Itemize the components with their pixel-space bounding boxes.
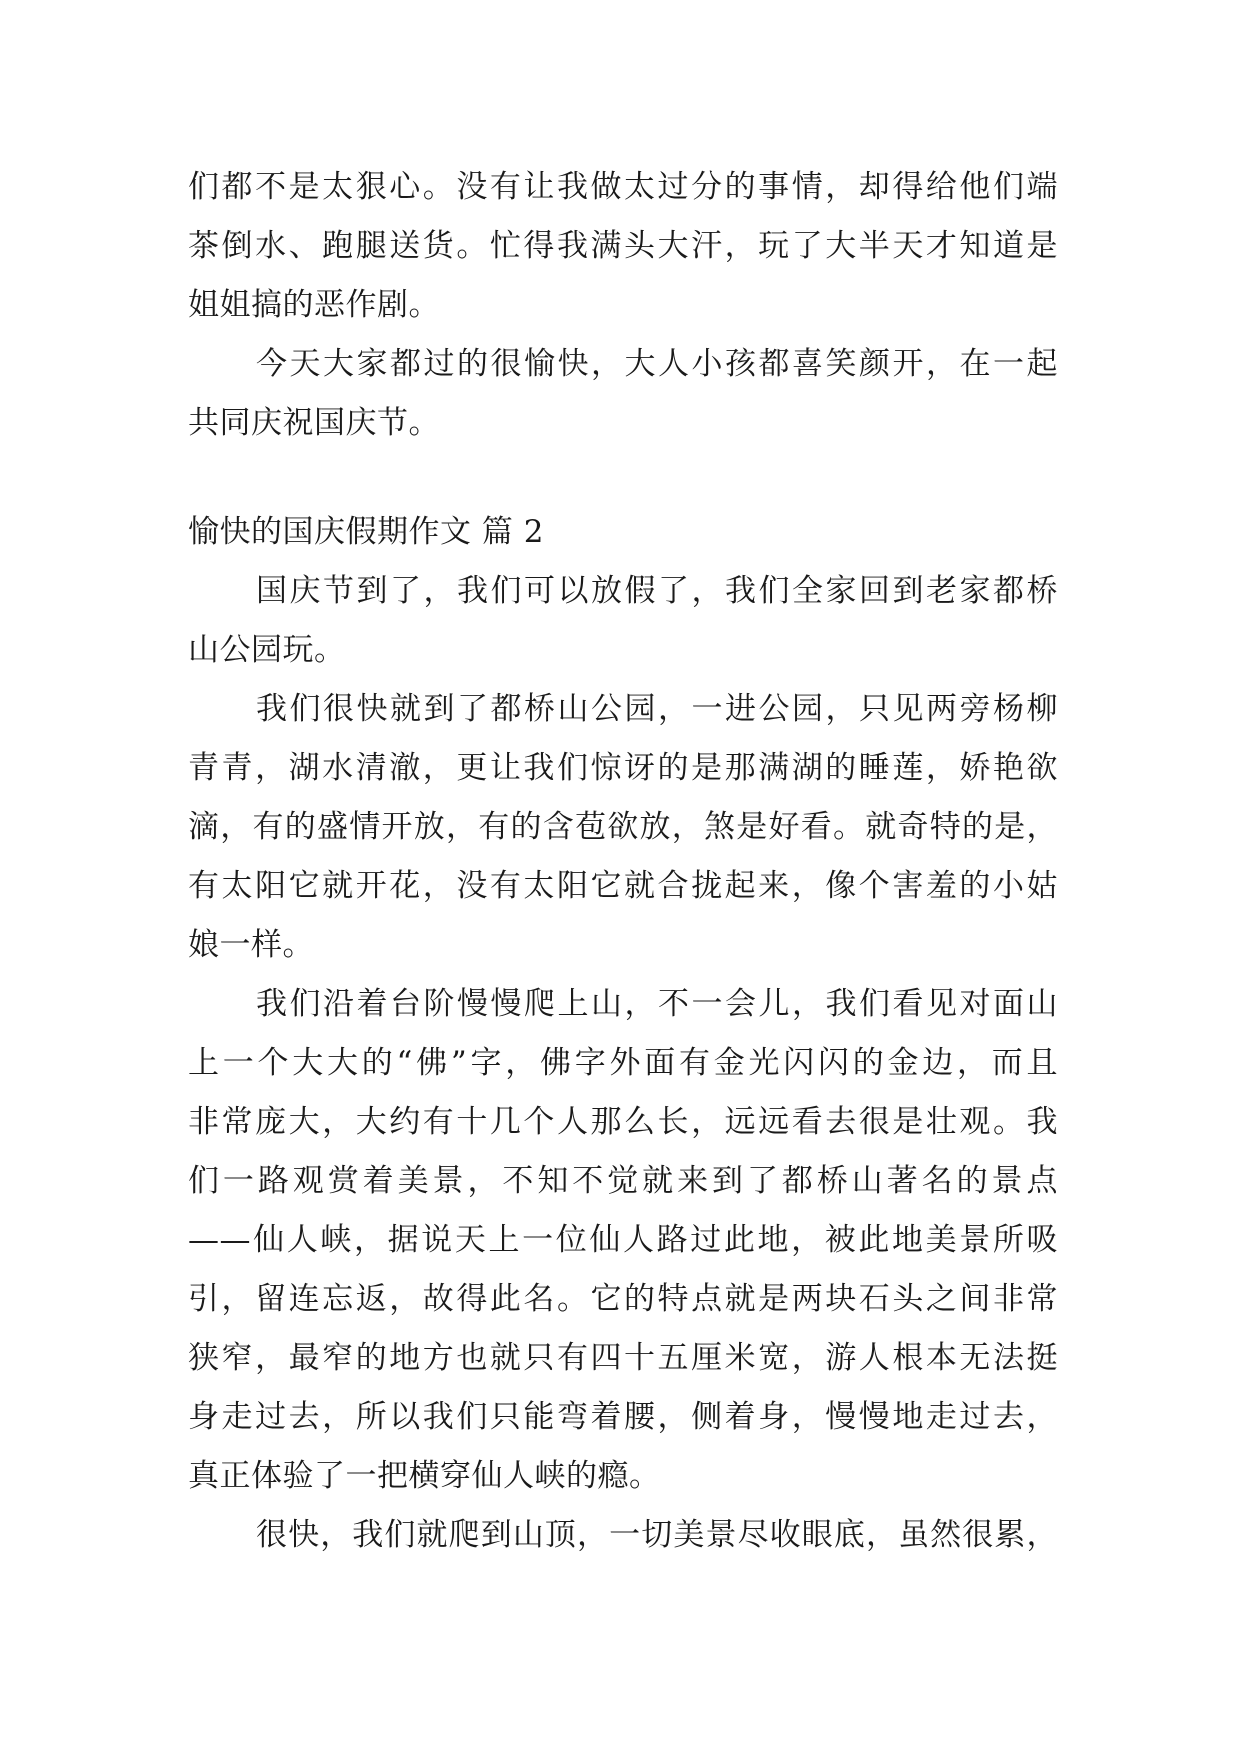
text-line: 国庆节到了，我们可以放假了，我们全家回到老家都桥 xyxy=(256,573,1058,609)
document-body xyxy=(188,158,1058,1565)
paragraph xyxy=(188,335,1058,453)
text-line: 青青，湖水清澈，更让我们惊讶的是那满湖的睡莲，娇艳欲 xyxy=(188,750,1058,786)
text-line: 共同庆祝国庆节。 xyxy=(188,405,440,441)
text-line: 上一个大大的“佛”字，佛字外面有金光闪闪的金边，而且 xyxy=(188,1045,1058,1081)
text-line: 们一路观赏着美景，不知不觉就来到了都桥山著名的景点 xyxy=(188,1163,1058,1199)
paragraph xyxy=(188,975,1058,1506)
text-line: 们都不是太狠心。没有让我做太过分的事情，却得给他们端 xyxy=(188,169,1058,205)
text-line: 真正体验了一把横穿仙人峡的瘾。 xyxy=(188,1458,661,1494)
text-line: 姐姐搞的恶作剧。 xyxy=(188,287,440,323)
text-line: 狭窄，最窄的地方也就只有四十五厘米宽，游人根本无法挺 xyxy=(188,1340,1058,1376)
text-line: 茶倒水、跑腿送货。忙得我满头大汗，玩了大半天才知道是 xyxy=(188,228,1058,264)
paragraph xyxy=(188,562,1058,680)
heading-text: 愉快的国庆假期作文 篇 2 xyxy=(188,514,544,550)
text-line: 非常庞大，大约有十几个人那么长，远远看去很是壮观。我 xyxy=(188,1104,1058,1140)
text-line: 我们很快就到了都桥山公园，一进公园，只见两旁杨柳 xyxy=(256,691,1058,727)
section-gap xyxy=(188,453,1058,503)
section-heading xyxy=(188,503,1058,562)
text-line: 有太阳它就开花，没有太阳它就合拢起来，像个害羞的小姑 xyxy=(188,868,1058,904)
text-line: 娘一样。 xyxy=(188,927,314,963)
text-line: 今天大家都过的很愉快，大人小孩都喜笑颜开，在一起 xyxy=(256,346,1058,382)
text-line: 很快，我们就爬到山顶，一切美景尽收眼底，虽然很累， xyxy=(256,1517,1058,1553)
text-line: ——仙人峡，据说天上一位仙人路过此地，被此地美景所吸 xyxy=(188,1222,1058,1258)
paragraph xyxy=(188,680,1058,975)
text-line: 山公园玩。 xyxy=(188,632,346,668)
text-line: 引，留连忘返，故得此名。它的特点就是两块石头之间非常 xyxy=(188,1281,1058,1317)
paragraph xyxy=(188,1506,1058,1565)
paragraph xyxy=(188,158,1058,335)
text-line: 身走过去，所以我们只能弯着腰，侧着身，慢慢地走过去， xyxy=(188,1399,1058,1435)
text-line: 滴，有的盛情开放，有的含苞欲放，煞是好看。就奇特的是， xyxy=(188,809,1058,845)
text-line: 我们沿着台阶慢慢爬上山，不一会儿，我们看见对面山 xyxy=(256,986,1058,1022)
